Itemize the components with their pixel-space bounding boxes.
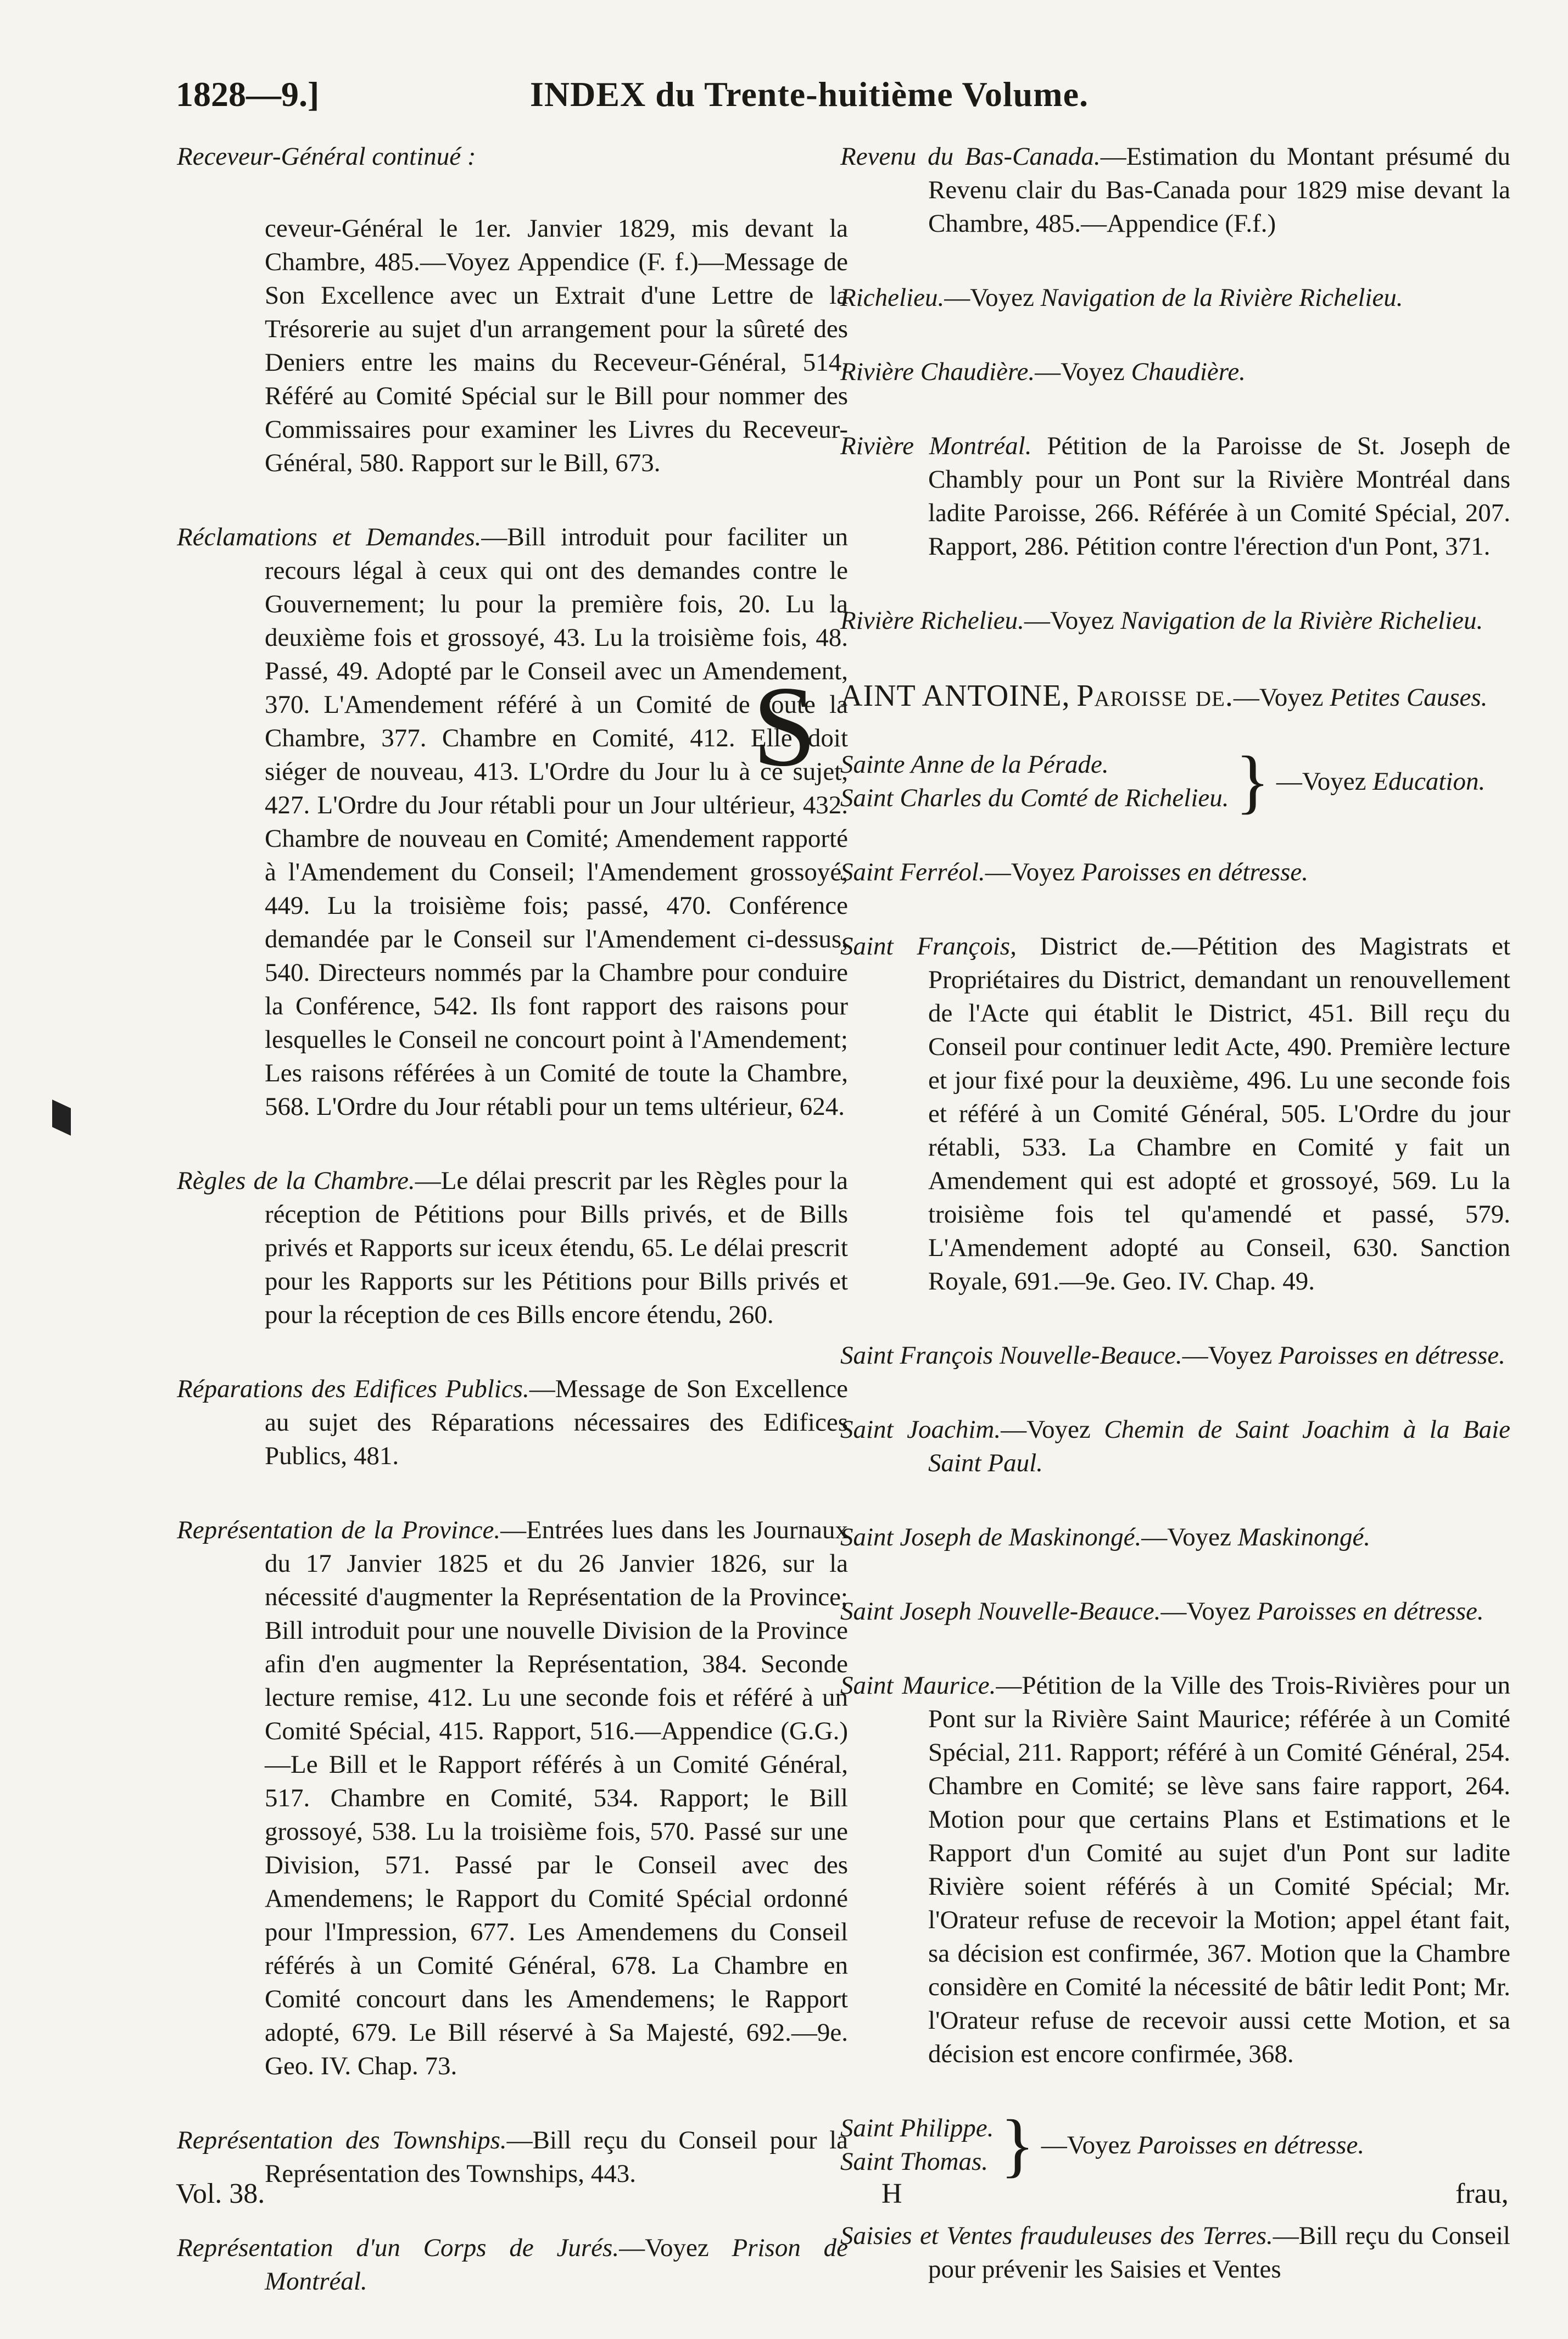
page-footer	[0, 2178, 1568, 2221]
entry-cross-reference: Chemin de Saint Joachim à la Baie Saint Paul.	[928, 1415, 1511, 1477]
index-entry	[840, 1521, 1510, 1554]
brace-names	[840, 2112, 994, 2179]
entry-text: —Voyez	[1276, 767, 1373, 796]
entry-text: —Entrées lues dans les Journaux du 17 Janvier 1825 et du 26 Janvier 1826, sur la nécessité d'augmenter la Représentation de la Province; Bill introduit pour une nouvelle Division de la Province afin d'en augmenter la Représentation, 384. Seconde lecture remise, 412. Lu une seconde fois et référé à un Comité Spécial, 415. Rapport, 516.—Appendice (G.G.)—Le Bill et le Rapport référés à un Comité Général, 517. Chambre en Comité, 534. Rapport; le Bill grossoyé, 538. Lu la troisième fois, 570. Passé sur une Division, 571. Passé par le Conseil avec des Amendemens; le Rapport du Comité Spécial ordonné pour l'Impression, 677. Les Amendemens du Conseil référés à un Comité Général, 678. La Chambre en Comité concourt dans les Amendemens; le Rapport adopté, 679. Le Bill réservé à Sa Majesté, 692.—9e. Geo. IV. Chap. 73.	[265, 1516, 848, 2080]
brace-names	[840, 748, 1229, 815]
entry-text: —Pétition de la Ville des Trois-Rivières pour un Pont sur la Rivière Saint Maurice; référée à un Comité Spécial, 211. Rapport; référé à un Comité Général, 254. Chambre en Comité; se lève sans faire rapport, 264. Motion pour que certains Plans et Estimations et le Rapport d'un Comité au sujet d'un Pont sur ladite Rivière soient référés à un Comité Spécial; Mr. l'Orateur refuse de recevoir la Motion; appel étant fait, sa décision est confirmée, 367. Motion que la Chambre considère en Comité la nécessité de bâtir ledit Pont; Mr. l'Orateur refuse de recevoir aussi cette Motion, et sa décision est encore confirmée, 368.	[928, 1671, 1510, 2068]
index-entry	[177, 1164, 848, 1332]
entry-cross-reference: Petites Causes.	[1330, 683, 1488, 712]
continuation-body: ceveur-Général le 1er. Janvier 1829, mis devant la Chambre, 485.—Voyez Appendice (F. f.)—Message de Son Excellence avec un Extrait d'une Lettre de la Trésorerie au sujet d'un arrangement pour la sûreté des Deniers entre les mains du Receveur-Général, 514. Référé au Comité Spécial sur le Bill pour nommer des Commissaires pour examiner les Livres du Receveur-Général, 580. Rapport sur le Bill, 673.	[265, 214, 848, 477]
entry-head: Représentation d'un Corps de Jurés.	[177, 2234, 620, 2262]
index-entry	[840, 1339, 1510, 1372]
entry-text: Pétition de la Paroisse de St. Joseph de Chambly pour un Pont sur la Rivière Montréal dans ladite Paroisse, 266. Référée à un Comité Spécial, 207. Rapport, 286. Pétition contre l'érection d'un Pont, 371.	[928, 432, 1510, 561]
entry-text: District de.—Pétition des Magistrats et Propriétaires du District, demandant un renouvellement de l'Acte qui établit le District, 451. Bill reçu du Conseil pour continuer ledit Acte, 490. Première lecture et jour fixé pour la deuxième, 496. Lu une seconde fois et référé à un Comité Général, 505. L'Ordre du jour rétabli, 533. La Chambre en Comité y fait un Amendement qui est adopté et grossoyé, 569. Lu la troisième fois tel qu'amendé et passé, 579. L'Amendement adopté au Conseil, 630. Sanction Royale, 691.—9e. Geo. IV. Chap. 49.	[928, 932, 1511, 1296]
entry-cross-reference: Paroisses en détresse.	[1278, 1341, 1505, 1370]
entry-text: —Voyez	[1160, 1597, 1257, 1626]
entry-cross-reference: Paroisses en détresse.	[1081, 858, 1308, 886]
brace-icon: }	[1235, 742, 1270, 821]
entry-cross-reference: Paroisses en détresse.	[1257, 1597, 1484, 1626]
index-entry	[840, 930, 1510, 1298]
index-entry	[177, 1514, 848, 2083]
entry-head: Saint Maurice.	[840, 1671, 996, 1700]
brace-name: Saint Thomas.	[840, 2147, 988, 2176]
entry-text: —Message de Son Excellence au sujet des Réparations nécessaires des Edifices Publics, 481.	[265, 1375, 848, 1470]
entry-head: Rivière Chaudière.	[840, 358, 1035, 386]
brace-group	[840, 2106, 1510, 2185]
entry-head: Saint François Nouvelle-Beauce.	[840, 1341, 1182, 1370]
volume-label: Vol. 38.	[176, 2178, 265, 2209]
brace-icon: }	[1000, 2106, 1035, 2185]
entry-head: Saint Joachim.	[840, 1415, 1001, 1444]
signature-mark: H	[881, 2178, 902, 2209]
entry-head: Saint Ferréol.	[840, 858, 985, 886]
entry-cross-reference: Navigation de la Rivière Richelieu.	[1120, 606, 1483, 635]
entry-text: —Bill reçu du Conseil pour prévenir les Saisies et Ventes	[928, 2221, 1510, 2284]
index-entry	[840, 140, 1510, 241]
index-entry	[840, 1595, 1510, 1628]
continuation-head: Receveur-Général continué :	[177, 142, 476, 171]
entry-text: —Bill introduit pour faciliter un recours légal à ceux qui ont des demandes contre le Gouvernement; lu pour la première fois, 20. Lu la deuxième fois et grossoyé, 43. Lu la troisième fois, 48. Passé, 49. Adopté par le Conseil avec un Amendement, 370. L'Amendement référé à un Comité de toute la Chambre, 377. Chambre en Comité, 412. Elle doit siéger de nouveau, 413. L'Ordre du Jour lu à ce sujet, 427. L'Ordre du Jour rétabli pour un Jour ultérieur, 432. Chambre de nouveau en Comité; Amendement rapporté à l'Amendement du Conseil; l'Amendement grossoyé, 449. Lu la troisième fois; passé, 470. Conférence demandée par le Conseil sur l'Amendement ci-dessus, 540. Directeurs nommés par la Chambre pour conduire la Conférence, 542. Ils font rapport des raisons pour lesquelles le Conseil ne concourt point à l'Amendement; Les raisons référées à un Comité de toute la Chambre, 568. L'Ordre du Jour rétabli pour un tems ultérieur, 624.	[265, 523, 848, 1121]
entry-text: —Voyez	[1233, 683, 1330, 712]
entry-text: —Bill reçu du Conseil pour la Représentation des Townships, 443.	[265, 2126, 848, 2188]
entry-text: —Estimation du Montant présumé du Revenu clair du Bas-Canada pour 1829 mise devant la Chambre, 485.—Appendice (F.f.)	[928, 142, 1511, 238]
right-column	[752, 140, 1511, 2327]
brace-name: Saint Charles du Comté de Richelieu.	[840, 784, 1229, 812]
entry-head: Rivière Montréal.	[840, 432, 1032, 460]
index-entry	[177, 1372, 848, 1473]
entry-text: —Voyez	[1024, 606, 1121, 635]
entry-head: Richelieu.	[840, 283, 945, 312]
catchword: frau,	[1455, 2178, 1509, 2209]
entry-head: Saint Joseph de Maskinongé.	[840, 1523, 1142, 1551]
entry-head: Saisies et Ventes frauduleuses des Terres.	[840, 2221, 1273, 2250]
entry-head: Règles de la Chambre.	[177, 1166, 415, 1195]
entry-cross-reference: Prison de Montréal.	[265, 2234, 848, 2296]
entry-text: —Voyez	[1041, 2130, 1138, 2159]
entry-cross-reference: Maskinongé.	[1237, 1523, 1371, 1551]
entry-cross-reference: Navigation de la Rivière Richelieu.	[1040, 283, 1403, 312]
entry-text: —Voyez	[985, 858, 1082, 886]
index-entry	[177, 2231, 848, 2298]
page-header	[0, 74, 1568, 135]
entry-head: Rivière Richelieu.	[840, 606, 1024, 635]
entry-head: Revenu du Bas-Canada.	[840, 142, 1101, 171]
entry-text: —Voyez	[1001, 1415, 1104, 1444]
margin-mark-icon	[52, 1099, 71, 1136]
index-entry	[840, 604, 1510, 638]
entry-text: —Voyez	[1182, 1341, 1279, 1370]
entry-head: Réclamations et Demandes.	[177, 523, 482, 551]
entry-head: Réparations des Edifices Publics.	[177, 1375, 529, 1403]
entry-head: Représentation des Townships.	[177, 2126, 507, 2154]
index-entry	[840, 856, 1510, 889]
index-entry	[840, 1413, 1510, 1480]
index-entry	[840, 281, 1510, 315]
brace-reference	[1276, 765, 1485, 799]
entry-text: —Voyez	[1141, 1523, 1238, 1551]
entry-text: —Le délai prescrit par les Règles pour la réception de Pétitions pour Bills privés, et de Bills privés et Rapports sur iceux étendu, 65. Le délai prescrit pour les Rapports sur les Pétitions pour Bills privés et pour la réception de ces Bills encore étendu, 260.	[265, 1166, 848, 1329]
left-column	[177, 140, 848, 2339]
entry-head: Saint Joseph Nouvelle-Beauce.	[840, 1597, 1161, 1626]
brace-group	[840, 742, 1510, 821]
entry-head: Saint François,	[840, 932, 1017, 961]
brace-reference	[1041, 2129, 1364, 2162]
brace-name: Sainte Anne de la Pérade.	[840, 750, 1109, 779]
entry-cross-reference: Paroisses en détresse.	[1137, 2130, 1365, 2159]
entry-head: Représentation de la Province.	[177, 1516, 501, 1544]
entry-text: —Voyez	[1035, 358, 1131, 386]
entry-text: —Voyez	[944, 283, 1041, 312]
entry-text: —Voyez	[619, 2234, 732, 2262]
entry-cross-reference: Education.	[1372, 767, 1486, 796]
entry-cross-reference: Chaudière.	[1131, 358, 1246, 386]
section-small-caps: Paroisse de.	[1076, 679, 1234, 713]
section-caps: AINT ANTOINE,	[840, 679, 1070, 713]
index-entry	[840, 355, 1510, 389]
section-heading-s: SAINT ANTOINE, Paroisse de.—Voyez Petites Causes.	[752, 663, 1488, 790]
brace-name: Saint Philippe.	[840, 2114, 994, 2142]
index-entry	[177, 521, 848, 1124]
header-year: 1828—9.]	[176, 75, 320, 114]
index-entry	[840, 1669, 1510, 2071]
index-entry	[840, 2219, 1510, 2286]
header-title: INDEX du Trente-huitième Volume.	[530, 75, 1089, 114]
index-entry	[840, 429, 1510, 563]
